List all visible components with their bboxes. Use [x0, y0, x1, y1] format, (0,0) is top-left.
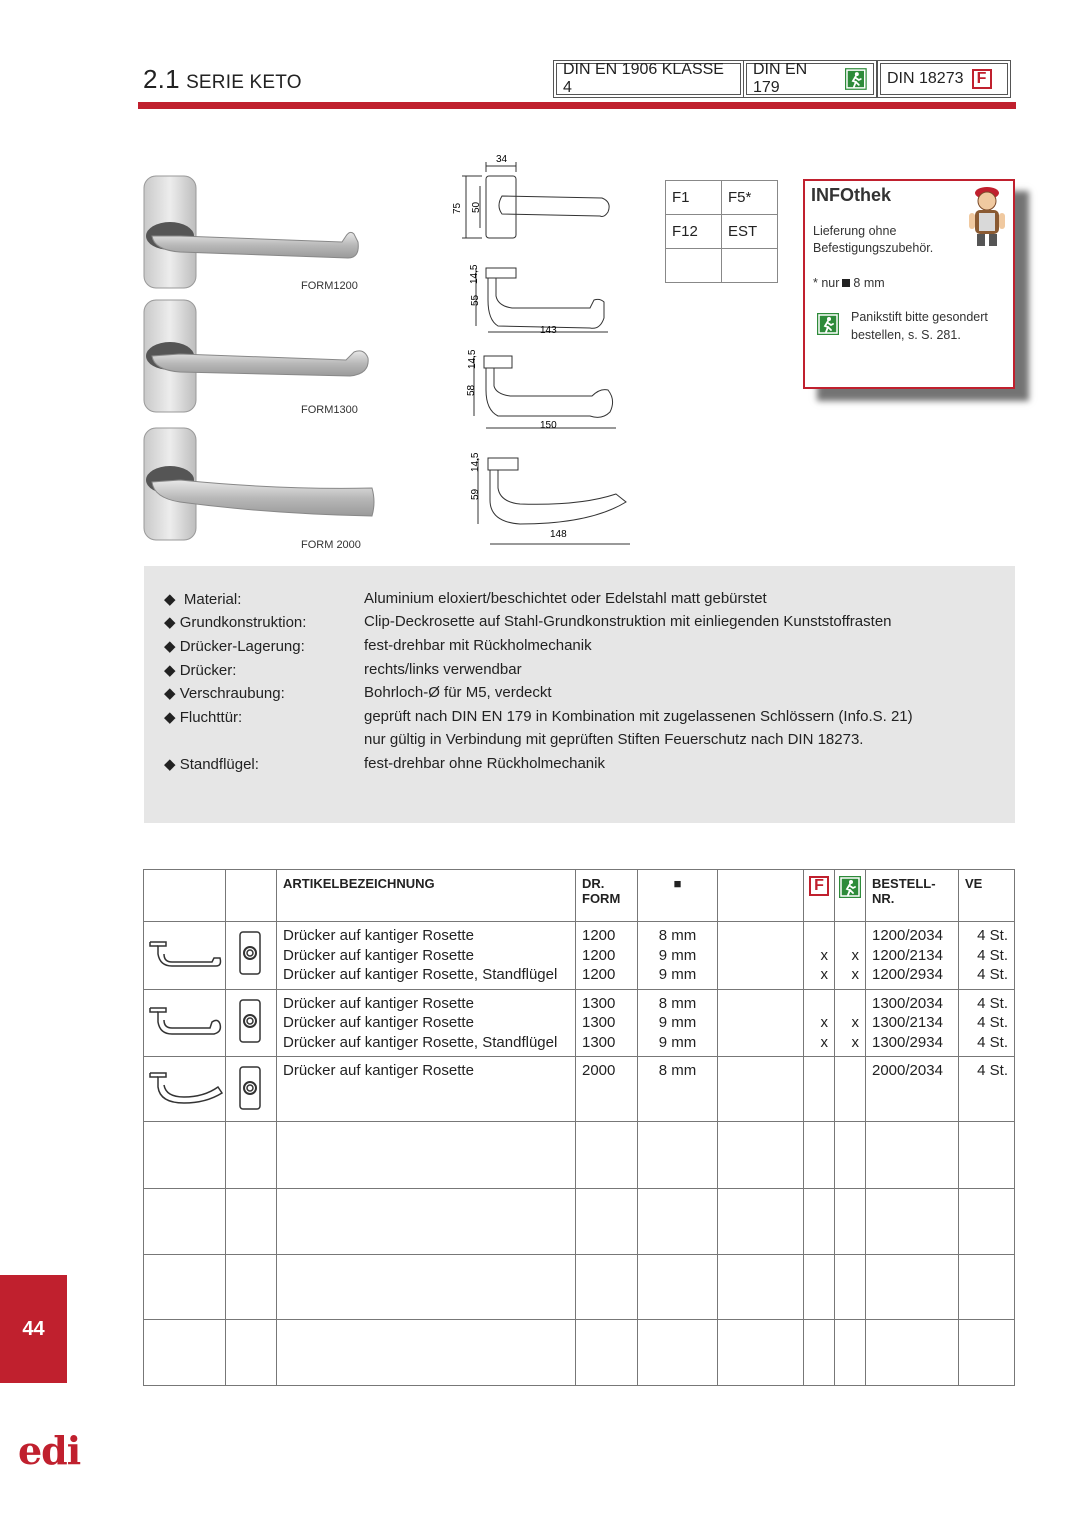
- infothek-line2: Befestigungszubehör.: [813, 241, 934, 255]
- empty-cell: [576, 1189, 638, 1255]
- header-ve: VE: [959, 870, 1015, 922]
- handle-outline-1200: [144, 922, 224, 982]
- article-name-cell: [277, 1057, 576, 1122]
- technical-drawings: [440, 150, 640, 550]
- form-cell: [576, 989, 638, 1057]
- size-value: 9 mm: [658, 1033, 697, 1051]
- dim-1200-len: 143: [540, 325, 557, 336]
- header-cell-rose: [226, 870, 277, 922]
- header-empty: [718, 870, 804, 922]
- empty-cell: [638, 1122, 718, 1189]
- ve-cell: [959, 1057, 1015, 1122]
- empty-cell: [638, 1255, 718, 1320]
- square-size-cell: [638, 989, 718, 1057]
- spec-label-text: Standflügel:: [179, 756, 259, 773]
- exit-mark-cell: [835, 922, 866, 990]
- infothek-panic1: Panikstift bitte gesondert: [851, 310, 988, 324]
- form-value: 1300: [582, 994, 616, 1012]
- infothek-line1: Lieferung ohne: [813, 224, 897, 238]
- header-form-line2: FORM: [582, 891, 621, 906]
- fire-class-cell: EST: [722, 215, 778, 249]
- article-name: Drücker auf kantiger Rosette: [283, 1062, 474, 1079]
- form-value: 1200: [582, 966, 616, 983]
- form-value: 1200: [582, 927, 616, 944]
- empty-cell: [866, 1122, 959, 1189]
- drawing-side-1300: [474, 356, 616, 428]
- size-value: 9 mm: [658, 946, 697, 964]
- header-order-line1: BESTELL-: [872, 876, 936, 891]
- ve-value: 4 St.: [977, 946, 1008, 964]
- ve-value: 4 St.: [977, 994, 1008, 1012]
- spec-label: ◆ Grundkonstruktion:: [164, 614, 307, 631]
- form-value: 2000: [582, 1062, 616, 1079]
- form-cell: [576, 1057, 638, 1122]
- ve-value: 4 St.: [977, 927, 1008, 944]
- empty-cell: [718, 1057, 804, 1122]
- dim-2000-len: 148: [550, 529, 567, 540]
- rose-drawing-cell: [226, 922, 277, 990]
- spec-label: ◆ Drücker:: [164, 662, 237, 679]
- spec-label-text: Drücker:: [179, 662, 237, 679]
- order-number: 2000/2034: [872, 1062, 943, 1079]
- size-value: 8 mm: [658, 1062, 697, 1079]
- article-name: Drücker auf kantiger Rosette: [283, 994, 474, 1012]
- fire-protection-icon: F: [972, 69, 992, 89]
- spec-value: nur gültig in Verbindung mit geprüften Stiften Feuerschutz nach DIN 18273.: [364, 731, 864, 748]
- empty-cell: [835, 1122, 866, 1189]
- norm-badge-din-en-1906: [556, 63, 741, 95]
- header-order: [866, 870, 959, 922]
- order-number-cell: [866, 1057, 959, 1122]
- handle-drawing-cell: [144, 1057, 226, 1122]
- rose-drawing-cell: [226, 989, 277, 1057]
- empty-cell: [835, 1320, 866, 1386]
- form-cell: [576, 922, 638, 990]
- page-number: 44: [0, 1275, 67, 1383]
- header-fire: [804, 870, 835, 922]
- empty-cell: [226, 1189, 277, 1255]
- fire-mark: x: [820, 966, 828, 983]
- empty-cell: [277, 1320, 576, 1386]
- order-number: 1300/2934: [872, 1033, 943, 1051]
- spec-value: geprüft nach DIN EN 179 in Kombination mit zugelassenen Schlössern (Info.S. 21): [364, 708, 913, 725]
- infothek-note: [813, 275, 885, 292]
- exit-mark-cell: [835, 989, 866, 1057]
- dim-2000-h2: 59: [470, 488, 481, 500]
- table-header-row: [144, 870, 1015, 922]
- empty-cell: [226, 1320, 277, 1386]
- empty-table-row: [144, 1255, 1015, 1320]
- table-row: [144, 989, 1015, 1057]
- article-name: Drücker auf kantiger Rosette: [283, 946, 474, 964]
- empty-cell: [959, 1255, 1015, 1320]
- norm-badge-din-en-179: [746, 63, 874, 95]
- empty-cell: [959, 1122, 1015, 1189]
- spec-value: Clip-Deckrosette auf Stahl-Grundkonstruktion mit einliegenden Kunststoffrasten: [364, 613, 892, 630]
- order-number: 1200/2934: [872, 966, 943, 983]
- empty-table-row: [144, 1320, 1015, 1386]
- order-number-cell: [866, 922, 959, 990]
- order-number: 1300/2034: [872, 994, 943, 1012]
- square-size-cell: [638, 1057, 718, 1122]
- empty-cell: [718, 922, 804, 990]
- empty-cell: [144, 1320, 226, 1386]
- exit-mark-cell: [835, 1057, 866, 1122]
- article-name: Drücker auf kantiger Rosette: [283, 1014, 474, 1031]
- empty-cell: [144, 1255, 226, 1320]
- fire-class-cell: [722, 249, 778, 283]
- empty-cell: [226, 1122, 277, 1189]
- form-label-1200: FORM1200: [301, 280, 358, 292]
- header-article: ARTIKELBEZEICHNUNG: [277, 870, 576, 922]
- empty-cell: [277, 1122, 576, 1189]
- spec-label-text: Material:: [183, 591, 242, 608]
- emergency-exit-icon: [839, 876, 861, 898]
- note-prefix: * nur: [813, 276, 840, 290]
- emergency-exit-icon: [817, 313, 839, 335]
- table-row: [144, 922, 1015, 990]
- ve-value: 4 St.: [977, 966, 1008, 983]
- rose-outline-icon: [226, 990, 274, 1050]
- form-label-1300: FORM1300: [301, 404, 358, 416]
- empty-cell: [277, 1255, 576, 1320]
- size-value: 8 mm: [658, 927, 697, 944]
- handle-drawing-cell: [144, 989, 226, 1057]
- empty-cell: [718, 1122, 804, 1189]
- emergency-exit-icon: [845, 68, 867, 90]
- fire-class-cell: F1: [666, 181, 722, 215]
- fire-class-row: [666, 181, 778, 215]
- form-value: 1300: [582, 1033, 616, 1051]
- order-number: 1200/2134: [872, 946, 943, 964]
- fire-mark: [810, 926, 828, 946]
- fire-class-cell: F5*: [722, 181, 778, 215]
- dim-2000-h1: 14,5: [470, 452, 481, 472]
- dim-width-label: 34: [496, 154, 508, 165]
- fire-mark-cell: [804, 1057, 835, 1122]
- fire-protection-icon: F: [809, 876, 829, 896]
- fire-class-cell: F12: [666, 215, 722, 249]
- page-title: [143, 64, 302, 95]
- square-size-cell: [638, 922, 718, 990]
- exit-mark: x: [851, 1014, 859, 1031]
- spec-label: ◆ Drücker-Lagerung:: [164, 638, 305, 655]
- fire-class-row: [666, 215, 778, 249]
- empty-cell: [576, 1255, 638, 1320]
- spec-label-text: Verschraubung:: [179, 685, 285, 702]
- empty-cell: [866, 1189, 959, 1255]
- dim-1300-h1: 14,5: [467, 349, 478, 369]
- handle-photo-1200: [144, 176, 358, 288]
- empty-cell: [804, 1189, 835, 1255]
- empty-cell: [718, 989, 804, 1057]
- handle-drawing-cell: [144, 922, 226, 990]
- size-value: 8 mm: [658, 994, 697, 1012]
- ve-cell: [959, 922, 1015, 990]
- header-exit: [835, 870, 866, 922]
- order-number: 1200/2034: [872, 927, 943, 944]
- dim-1200-h2: 55: [470, 294, 481, 306]
- ve-value: 4 St.: [977, 1033, 1008, 1051]
- handle-outline-2000: [144, 1057, 224, 1117]
- fire-mark: x: [820, 946, 828, 964]
- header-form: [576, 870, 638, 922]
- square-icon: [842, 279, 850, 287]
- rose-outline-icon: [226, 1057, 274, 1117]
- form-value: 1200: [582, 946, 616, 964]
- empty-cell: [576, 1122, 638, 1189]
- form-value: 1300: [582, 1014, 616, 1031]
- rose-drawing-cell: [226, 1057, 277, 1122]
- article-name: Drücker auf kantiger Rosette, Standflügel: [283, 966, 558, 983]
- empty-table-row: [144, 1189, 1015, 1255]
- empty-cell: [718, 1320, 804, 1386]
- article-name-cell: [277, 989, 576, 1057]
- article-name: Drücker auf kantiger Rosette: [283, 927, 474, 944]
- dim-height-label: 75: [452, 202, 463, 214]
- header-cell-image: [144, 870, 226, 922]
- exit-mark: [841, 994, 859, 1014]
- empty-cell: [959, 1320, 1015, 1386]
- empty-cell: [144, 1122, 226, 1189]
- norm-label: DIN EN 179: [753, 61, 808, 96]
- empty-cell: [866, 1320, 959, 1386]
- empty-cell: [718, 1255, 804, 1320]
- spec-value: fest-drehbar ohne Rückholmechanik: [364, 755, 605, 772]
- dim-1300-len: 150: [540, 420, 557, 431]
- article-table: [143, 869, 1015, 1386]
- drawing-side-1200: [476, 268, 608, 332]
- empty-cell: [804, 1122, 835, 1189]
- form-label-2000: FORM 2000: [301, 539, 361, 551]
- spec-label: ◆ Verschraubung:: [164, 685, 285, 702]
- empty-cell: [144, 1189, 226, 1255]
- exit-mark: x: [851, 1033, 859, 1051]
- dim-1200-h1: 14,5: [469, 264, 480, 284]
- spec-label-text: Grundkonstruktion:: [179, 614, 307, 631]
- article-name: Drücker auf kantiger Rosette, Standflügel: [283, 1033, 558, 1051]
- norm-badge-din-18273: [880, 63, 1008, 95]
- empty-cell: [835, 1255, 866, 1320]
- empty-cell: [866, 1255, 959, 1320]
- spec-label: ◆ Material:: [164, 591, 242, 608]
- handle-outline-1300: [144, 990, 224, 1050]
- spec-label: ◆ Fluchttür:: [164, 709, 243, 726]
- spec-label: ◆ Standflügel:: [164, 756, 259, 773]
- infothek-title: INFOthek: [811, 185, 892, 205]
- brand-logo: edi: [18, 1428, 81, 1473]
- specification-box: [144, 566, 1015, 823]
- empty-cell: [804, 1255, 835, 1320]
- dim-1300-h2: 58: [466, 384, 477, 396]
- fire-mark-cell: [804, 922, 835, 990]
- article-name-cell: [277, 922, 576, 990]
- ve-cell: [959, 989, 1015, 1057]
- empty-cell: [576, 1320, 638, 1386]
- series-title: SERIE KETO: [186, 72, 302, 93]
- fire-mark: x: [820, 1014, 828, 1031]
- drawing-top-view: [462, 162, 609, 238]
- header-form-line1: DR.: [582, 876, 605, 891]
- rose-outline-icon: [226, 922, 274, 982]
- norm-label: DIN 18273: [887, 70, 964, 87]
- empty-cell: [835, 1189, 866, 1255]
- spec-label-text: Drücker-Lagerung:: [179, 638, 305, 655]
- empty-cell: [638, 1320, 718, 1386]
- header-order-line2: NR.: [872, 891, 895, 906]
- empty-table-row: [144, 1122, 1015, 1189]
- empty-cell: [226, 1255, 277, 1320]
- order-number: 1300/2134: [872, 1014, 943, 1031]
- spec-value: fest-drehbar mit Rückholmechanik: [364, 637, 592, 654]
- fire-class-cell: [666, 249, 722, 283]
- norm-label: DIN EN 1906 KLASSE 4: [563, 61, 724, 96]
- empty-cell: [638, 1189, 718, 1255]
- ve-value: 4 St.: [977, 1062, 1008, 1079]
- empty-cell: [718, 1189, 804, 1255]
- exit-mark: [841, 926, 859, 946]
- header-square: ■: [638, 870, 718, 922]
- note-suffix: 8 mm: [853, 276, 885, 290]
- handle-photo-2000: [144, 428, 374, 540]
- infothek-box: [803, 179, 1015, 389]
- product-photos: [140, 172, 380, 552]
- header-divider: [138, 102, 1016, 109]
- empty-cell: [277, 1189, 576, 1255]
- fire-mark: x: [820, 1033, 828, 1051]
- section-number: 2.1: [143, 64, 180, 94]
- size-value: 9 mm: [658, 966, 697, 983]
- empty-cell: [959, 1189, 1015, 1255]
- fire-mark-cell: [804, 989, 835, 1057]
- fire-mark: [810, 994, 828, 1014]
- ve-value: 4 St.: [977, 1014, 1008, 1031]
- fire-class-table: [665, 180, 778, 283]
- dim-rose-label: 50: [471, 201, 482, 213]
- mascot-icon: [967, 185, 1007, 247]
- handle-photo-1300: [144, 300, 368, 412]
- exit-mark: x: [851, 946, 859, 964]
- table-row: [144, 1057, 1015, 1122]
- exit-mark: x: [851, 966, 859, 983]
- size-value: 9 mm: [658, 1014, 697, 1031]
- empty-cell: [804, 1320, 835, 1386]
- spec-label-text: Fluchttür:: [179, 709, 243, 726]
- spec-value: Aluminium eloxiert/beschichtet oder Edelstahl matt gebürstet: [364, 590, 767, 607]
- infothek-panic2: bestellen, s. S. 281.: [851, 328, 961, 342]
- spec-value: rechts/links verwendbar: [364, 661, 522, 678]
- fire-class-row: [666, 249, 778, 283]
- order-number-cell: [866, 989, 959, 1057]
- spec-value: Bohrloch-Ø für M5, verdeckt: [364, 684, 552, 701]
